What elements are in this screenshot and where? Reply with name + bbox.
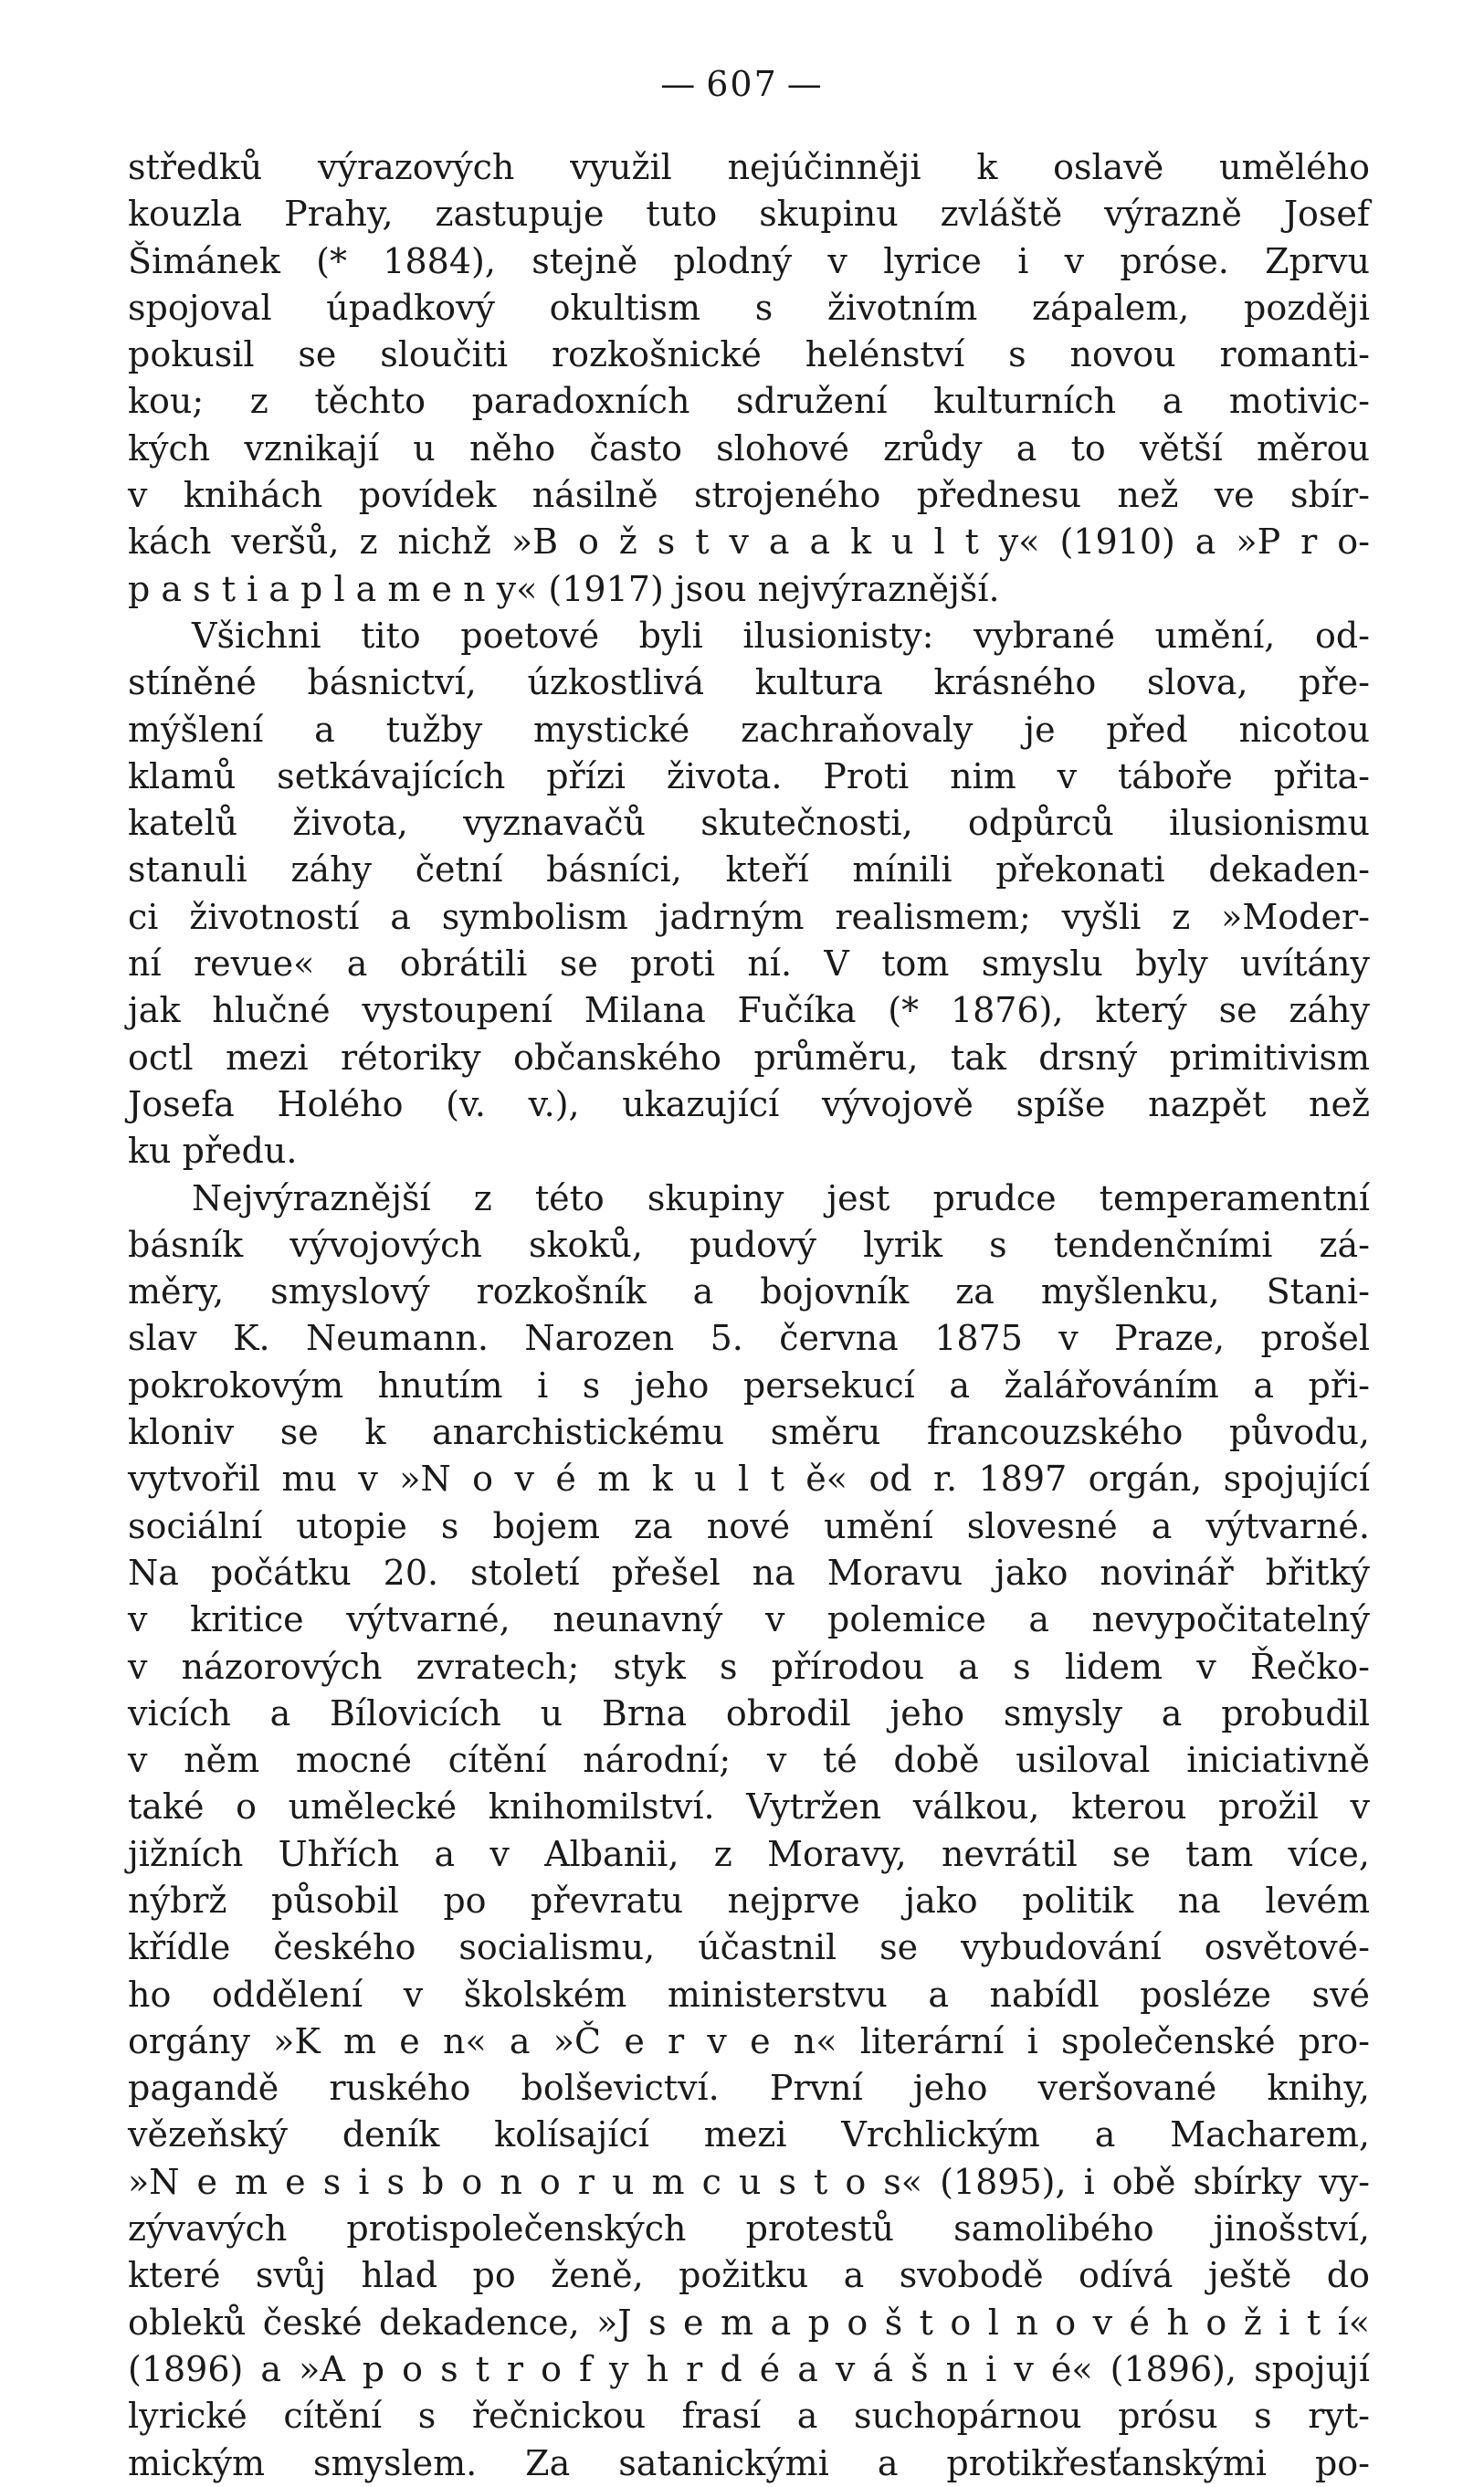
text-line: kách veršů, z nichž »B o ž s t v a a k u l t y« (1910) a »P r o- — [128, 522, 1370, 563]
text-line: vytvořil mu v »N o v é m k u l t ě« od r. 1897 orgán, spojující — [128, 1459, 1370, 1500]
text-line: básník vývojových skoků, pudový lyrik s tendenčními zá- — [128, 1224, 1370, 1265]
page-number-dash-left: — — [660, 64, 698, 104]
text-line: kouzla Prahy, zastupuje tuto skupinu zvláště výrazně Josef — [128, 194, 1370, 235]
text-line: ci životností a symbolism jadrným realismem; vyšli z »Moder- — [128, 896, 1370, 937]
text-line: také o umělecké knihomilství. Vytržen válkou, kterou prožil v — [128, 1786, 1370, 1828]
text-line: ho oddělení v školském ministerstvu a nabídl posléze své — [128, 1974, 1370, 2015]
text-line: stíněné básnictví, úzkostlivá kultura krásného slova, pře- — [128, 662, 1370, 703]
text-line: sociální utopie s bojem za nové umění slovesné a výtvarné. — [128, 1505, 1370, 1546]
text-line: v názorových zvratech; styk s přírodou a s lidem v Řečko- — [128, 1646, 1370, 1687]
text-line: Nejvýraznější z této skupiny jest prudce temperamentní — [192, 1177, 1370, 1218]
text-line: spojoval úpadkový okultism s životním zápalem, později — [128, 287, 1370, 328]
text-line: křídle českého socialismu, účastnil se vybudování osvětové- — [128, 1927, 1370, 1968]
text-line: lyrické cítění s řečnickou frasí a suchopárnou prósu s ryt- — [128, 2396, 1370, 2437]
text-line: pokusil se sloučiti rozkošnické helénství s novou romanti- — [128, 334, 1370, 375]
text-line: vězeňský deník kolísající mezi Vrchlickým a Macharem, — [128, 2114, 1370, 2155]
text-line: obleků české dekadence, »J s e m a p o š t o l n o v é h o ž i t í« — [128, 2302, 1370, 2343]
text-line: orgány »K m e n« a »Č e r v e n« literární i společenské pro- — [128, 2020, 1370, 2061]
text-line: Josefa Holého (v. v.), ukazující vývojově spíše nazpět než — [128, 1083, 1370, 1124]
text-line: klamů setkávajících přízi života. Proti nim v táboře přita- — [128, 755, 1370, 796]
text-line: p a s t i a p l a m e n y« (1917) jsou nejvýraznější. — [128, 568, 1000, 609]
text-line: v kritice výtvarné, neunavný v polemice a nevypočitatelný — [128, 1599, 1370, 1640]
text-line: které svůj hlad po ženě, požitku a svobodě odívá ještě do — [128, 2255, 1370, 2296]
text-line: v něm mocné cítění národní; v té době usiloval iniciativně — [128, 1740, 1370, 1781]
text-line: stanuli záhy četní básníci, kteří mínili překonati dekaden- — [128, 849, 1370, 890]
text-line: slav K. Neumann. Narozen 5. června 1875 v Praze, prošel — [128, 1318, 1370, 1359]
text-line: měry, smyslový rozkošník a bojovník za myšlenku, Stani- — [128, 1271, 1370, 1312]
text-line: »N e m e s i s b o n o r u m c u s t o s« (1895), i obě sbírky vy- — [128, 2161, 1370, 2202]
text-line: jižních Uhřích a v Albanii, z Moravy, nevrátil se tam více, — [128, 1833, 1370, 1874]
text-line: kloniv se k anarchistickému směru francouzského původu, — [128, 1412, 1370, 1453]
text-line: v knihách povídek násilně strojeného přednesu než ve sbír- — [128, 475, 1370, 516]
text-line: jak hlučné vystoupení Milana Fučíka (* 1876), který se záhy — [128, 990, 1370, 1031]
text-line: nýbrž působil po převratu nejprve jako politik na levém — [128, 1880, 1370, 1921]
text-line: ku předu. — [128, 1131, 298, 1172]
text-line: octl mezi rétoriky občanského průměru, tak drsný primitivism — [128, 1037, 1370, 1078]
text-line: Šimánek (* 1884), stejně plodný v lyrice i v próse. Zprvu — [128, 240, 1370, 281]
text-line: pokrokovým hnutím i s jeho persekucí a žalářováním a při- — [128, 1365, 1370, 1406]
text-line: kých vznikají u něho často slohové zrůdy a to větší měrou — [128, 427, 1370, 469]
text-line: (1896) a »A p o s t r o f y h r d é a v á š n i v é« (1896), spojují — [128, 2348, 1370, 2389]
text-line: mickým smyslem. Za satanickými a protikřesťanskými po- — [128, 2442, 1370, 2483]
text-line: zývavých protispolečenských protestů samolibého jinošství, — [128, 2208, 1370, 2250]
page-number-dash-right: — — [786, 64, 824, 104]
text-line: vicích a Bílovicích u Brna obrodil jeho smysly a probudil — [128, 1692, 1370, 1734]
page-number-value: 607 — [706, 64, 778, 104]
text-line: Všichni tito poetové byli ilusionisty: vybrané umění, od- — [192, 615, 1370, 656]
text-line: Na počátku 20. století přešel na Moravu jako novinář břitký — [128, 1552, 1370, 1593]
page-number — [0, 64, 1484, 104]
text-line: kou; z těchto paradoxních sdružení kulturních a motivic- — [128, 381, 1370, 422]
text-line: mýšlení a tužby mystické zachraňovaly je před nicotou — [128, 709, 1370, 750]
text-line: středků výrazových využil nejúčinněji k oslavě umělého — [128, 147, 1370, 187]
body-text — [128, 144, 1370, 2487]
text-line: ní revue« a obrátili se proti ní. V tom smyslu byly uvítány — [128, 943, 1370, 985]
text-line: pagandě ruského bolševictví. První jeho veršované knihy, — [128, 2068, 1370, 2109]
text-line: katelů života, vyznavačů skutečnosti, odpůrců ilusionismu — [128, 803, 1370, 844]
